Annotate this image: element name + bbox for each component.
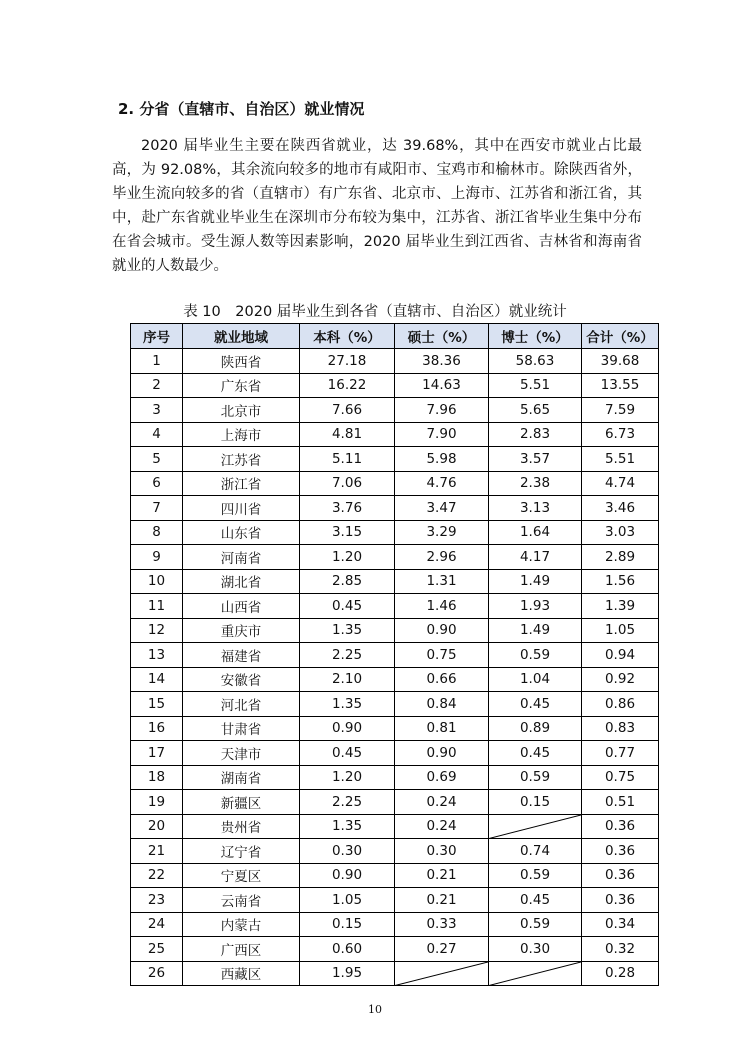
- cell-region: 福建省: [183, 643, 300, 668]
- cell-doctor: 1.49: [489, 618, 582, 643]
- table-row: [131, 765, 659, 790]
- cell-total: 0.34: [582, 912, 659, 937]
- cell-total: 4.74: [582, 471, 659, 496]
- header-index: 序号: [131, 324, 183, 349]
- cell-region: 江苏省: [183, 447, 300, 472]
- cell-doctor: 0.45: [489, 888, 582, 913]
- cell-region: 四川省: [183, 496, 300, 521]
- cell-bachelor: 1.20: [300, 765, 395, 790]
- cell-index: 13: [131, 643, 183, 668]
- cell-bachelor: 2.25: [300, 643, 395, 668]
- cell-total: 39.68: [582, 349, 659, 374]
- cell-total: 3.46: [582, 496, 659, 521]
- cell-total: 0.36: [582, 839, 659, 864]
- cell-index: 7: [131, 496, 183, 521]
- cell-total: 0.36: [582, 888, 659, 913]
- diagonal-slash-icon: [489, 962, 581, 986]
- cell-region: 重庆市: [183, 618, 300, 643]
- cell-total: 0.75: [582, 765, 659, 790]
- cell-master: 2.96: [395, 545, 489, 570]
- cell-bachelor: 0.45: [300, 741, 395, 766]
- cell-master: 5.98: [395, 447, 489, 472]
- cell-bachelor: 0.60: [300, 937, 395, 962]
- cell-master: 7.90: [395, 422, 489, 447]
- cell-master: 1.31: [395, 569, 489, 594]
- cell-total: 0.77: [582, 741, 659, 766]
- cell-doctor: 0.30: [489, 937, 582, 962]
- table-row: [131, 618, 659, 643]
- cell-doctor: 3.57: [489, 447, 582, 472]
- table-row: [131, 373, 659, 398]
- cell-index: 18: [131, 765, 183, 790]
- cell-doctor: 58.63: [489, 349, 582, 374]
- cell-doctor: 0.74: [489, 839, 582, 864]
- cell-region: 湖南省: [183, 765, 300, 790]
- cell-bachelor: 7.06: [300, 471, 395, 496]
- cell-total: 1.39: [582, 594, 659, 619]
- cell-doctor: 2.83: [489, 422, 582, 447]
- cell-master: 0.30: [395, 839, 489, 864]
- cell-index: 22: [131, 863, 183, 888]
- cell-master: 4.76: [395, 471, 489, 496]
- cell-bachelor: 1.35: [300, 692, 395, 717]
- cell-bachelor: 1.35: [300, 618, 395, 643]
- cell-bachelor: 0.30: [300, 839, 395, 864]
- table-row: [131, 349, 659, 374]
- cell-master: 7.96: [395, 398, 489, 423]
- cell-doctor: 2.38: [489, 471, 582, 496]
- header-region: 就业地域: [183, 324, 300, 349]
- section-heading: 2. 分省（直辖市、自治区）就业情况: [118, 100, 365, 118]
- cell-index: 9: [131, 545, 183, 570]
- table-row: [131, 814, 659, 839]
- cell-doctor: 1.64: [489, 520, 582, 545]
- table-row: [131, 520, 659, 545]
- cell-master: 0.75: [395, 643, 489, 668]
- cell-region: 贵州省: [183, 814, 300, 839]
- cell-region: 浙江省: [183, 471, 300, 496]
- cell-index: 1: [131, 349, 183, 374]
- cell-index: 10: [131, 569, 183, 594]
- cell-region: 广东省: [183, 373, 300, 398]
- table-row: [131, 961, 659, 986]
- cell-doctor: 0.59: [489, 863, 582, 888]
- section-paragraph: 2020 届毕业生主要在陕西省就业，达 39.68%，其中在西安市就业占比最高，为 92.08%，其余流向较多的地市有咸阳市、宝鸡市和榆林市。除陕西省外，毕业生流向较多的省（直辖市）有广东省、北京市、上海市、江苏省和浙江省，其中，赴广东省就业毕业生在深圳市分布较为集中，江苏省、浙江省毕业生集中分布在省会城市。受生源人数等因素影响，2020 届毕业生到江西省、吉林省和海南省就业的人数最少。: [112, 138, 642, 274]
- cell-region: 安徽省: [183, 667, 300, 692]
- cell-index: 15: [131, 692, 183, 717]
- cell-master: 0.24: [395, 814, 489, 839]
- cell-master: 1.46: [395, 594, 489, 619]
- cell-bachelor: 1.35: [300, 814, 395, 839]
- cell-bachelor: 2.10: [300, 667, 395, 692]
- cell-doctor: 1.49: [489, 569, 582, 594]
- cell-bachelor: 16.22: [300, 373, 395, 398]
- cell-region: 西藏区: [183, 961, 300, 986]
- cell-bachelor: 0.90: [300, 863, 395, 888]
- header-master: 硕士（%）: [395, 324, 489, 349]
- cell-master: 0.27: [395, 937, 489, 962]
- cell-master: 0.90: [395, 741, 489, 766]
- cell-region: 上海市: [183, 422, 300, 447]
- cell-index: 8: [131, 520, 183, 545]
- page-number: 10: [368, 1003, 382, 1016]
- cell-index: 16: [131, 716, 183, 741]
- table-row: [131, 545, 659, 570]
- table-caption: 表 10 2020 届毕业生到各省（直辖市、自治区）就业统计: [183, 304, 567, 320]
- cell-index: 4: [131, 422, 183, 447]
- header-doctor: 博士（%）: [489, 324, 582, 349]
- cell-master: 14.63: [395, 373, 489, 398]
- cell-index: 24: [131, 912, 183, 937]
- cell-region: 陕西省: [183, 349, 300, 374]
- table-row: [131, 447, 659, 472]
- cell-doctor: 0.59: [489, 765, 582, 790]
- cell-doctor: 3.13: [489, 496, 582, 521]
- cell-region: 云南省: [183, 888, 300, 913]
- cell-total: 7.59: [582, 398, 659, 423]
- table-row: [131, 594, 659, 619]
- table-row: [131, 912, 659, 937]
- cell-region: 天津市: [183, 741, 300, 766]
- table-row: [131, 888, 659, 913]
- cell-region: 山东省: [183, 520, 300, 545]
- table-row: [131, 863, 659, 888]
- cell-bachelor: 0.90: [300, 716, 395, 741]
- cell-total: 2.89: [582, 545, 659, 570]
- cell-total: 0.36: [582, 863, 659, 888]
- cell-total: 0.28: [582, 961, 659, 986]
- table-row: [131, 790, 659, 815]
- cell-bachelor: 3.15: [300, 520, 395, 545]
- cell-region: 河南省: [183, 545, 300, 570]
- cell-master: 0.21: [395, 888, 489, 913]
- cell-doctor: 5.65: [489, 398, 582, 423]
- table-row: [131, 839, 659, 864]
- cell-doctor: 0.89: [489, 716, 582, 741]
- cell-index: 3: [131, 398, 183, 423]
- cell-doctor: 1.04: [489, 667, 582, 692]
- cell-bachelor: 27.18: [300, 349, 395, 374]
- cell-bachelor: 0.45: [300, 594, 395, 619]
- cell-region: 山西省: [183, 594, 300, 619]
- cell-bachelor: 0.15: [300, 912, 395, 937]
- cell-index: 26: [131, 961, 183, 986]
- cell-master: 0.66: [395, 667, 489, 692]
- cell-total: 0.32: [582, 937, 659, 962]
- cell-doctor: 0.15: [489, 790, 582, 815]
- cell-bachelor: 2.25: [300, 790, 395, 815]
- cell-total: 0.36: [582, 814, 659, 839]
- cell-total: 0.92: [582, 667, 659, 692]
- cell-total: 1.05: [582, 618, 659, 643]
- cell-bachelor: 3.76: [300, 496, 395, 521]
- cell-total: 13.55: [582, 373, 659, 398]
- cell-index: 25: [131, 937, 183, 962]
- cell-region: 辽宁省: [183, 839, 300, 864]
- employment-table: [130, 323, 659, 986]
- cell-doctor: 0.45: [489, 741, 582, 766]
- cell-master: 0.33: [395, 912, 489, 937]
- table-row: [131, 471, 659, 496]
- cell-total: 0.94: [582, 643, 659, 668]
- table-row: [131, 716, 659, 741]
- table-row: [131, 398, 659, 423]
- cell-master: 0.84: [395, 692, 489, 717]
- table-header-row: [131, 324, 659, 349]
- cell-total: 0.86: [582, 692, 659, 717]
- cell-region: 甘肃省: [183, 716, 300, 741]
- cell-index: 19: [131, 790, 183, 815]
- cell-doctor: 0.45: [489, 692, 582, 717]
- cell-master: 0.21: [395, 863, 489, 888]
- cell-master: 3.29: [395, 520, 489, 545]
- cell-bachelor: 4.81: [300, 422, 395, 447]
- cell-doctor: 5.51: [489, 373, 582, 398]
- cell-index: 12: [131, 618, 183, 643]
- cell-bachelor: 1.05: [300, 888, 395, 913]
- cell-region: 北京市: [183, 398, 300, 423]
- cell-region: 湖北省: [183, 569, 300, 594]
- cell-index: 21: [131, 839, 183, 864]
- cell-doctor: 1.93: [489, 594, 582, 619]
- cell-index: 20: [131, 814, 183, 839]
- table-row: [131, 496, 659, 521]
- cell-index: 23: [131, 888, 183, 913]
- cell-total: 1.56: [582, 569, 659, 594]
- cell-master: 0.81: [395, 716, 489, 741]
- cell-bachelor: 7.66: [300, 398, 395, 423]
- cell-total: 3.03: [582, 520, 659, 545]
- cell-doctor-empty: [489, 814, 582, 839]
- cell-master: 0.90: [395, 618, 489, 643]
- cell-master: 38.36: [395, 349, 489, 374]
- diagonal-slash-icon: [489, 815, 581, 839]
- cell-bachelor: 1.20: [300, 545, 395, 570]
- cell-master: 0.24: [395, 790, 489, 815]
- table-row: [131, 643, 659, 668]
- table-body: [131, 349, 659, 986]
- cell-index: 6: [131, 471, 183, 496]
- cell-region: 宁夏区: [183, 863, 300, 888]
- cell-region: 内蒙古: [183, 912, 300, 937]
- header-total: 合计（%）: [582, 324, 659, 349]
- cell-master: 0.69: [395, 765, 489, 790]
- cell-index: 5: [131, 447, 183, 472]
- table-row: [131, 422, 659, 447]
- cell-region: 新疆区: [183, 790, 300, 815]
- cell-doctor: 0.59: [489, 643, 582, 668]
- cell-bachelor: 5.11: [300, 447, 395, 472]
- table-row: [131, 667, 659, 692]
- cell-bachelor: 2.85: [300, 569, 395, 594]
- table-row: [131, 692, 659, 717]
- cell-doctor-empty: [489, 961, 582, 986]
- cell-master-empty: [395, 961, 489, 986]
- cell-region: 河北省: [183, 692, 300, 717]
- header-bachelor: 本科（%）: [300, 324, 395, 349]
- cell-doctor: 0.59: [489, 912, 582, 937]
- cell-doctor: 4.17: [489, 545, 582, 570]
- cell-total: 6.73: [582, 422, 659, 447]
- table-row: [131, 937, 659, 962]
- table-row: [131, 569, 659, 594]
- cell-total: 0.51: [582, 790, 659, 815]
- cell-index: 17: [131, 741, 183, 766]
- diagonal-slash-icon: [395, 962, 488, 986]
- cell-total: 5.51: [582, 447, 659, 472]
- cell-bachelor: 1.95: [300, 961, 395, 986]
- cell-region: 广西区: [183, 937, 300, 962]
- cell-index: 11: [131, 594, 183, 619]
- cell-total: 0.83: [582, 716, 659, 741]
- cell-index: 2: [131, 373, 183, 398]
- cell-index: 14: [131, 667, 183, 692]
- cell-master: 3.47: [395, 496, 489, 521]
- table-row: [131, 741, 659, 766]
